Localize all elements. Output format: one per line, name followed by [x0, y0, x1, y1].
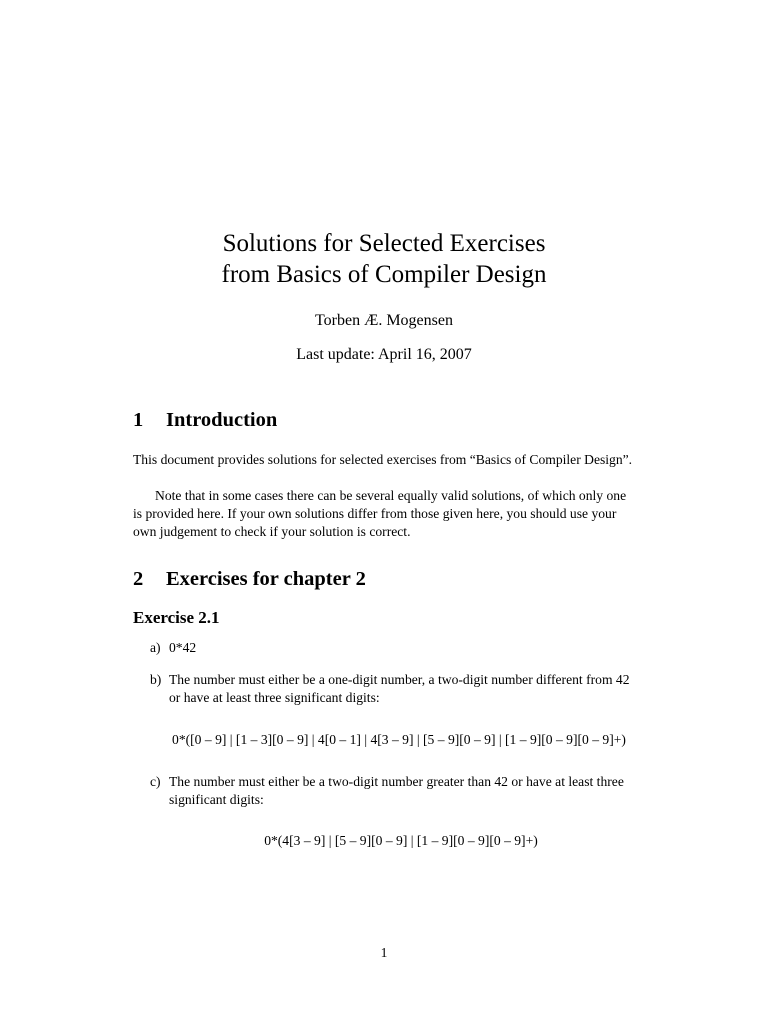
item-label: b)	[150, 672, 162, 687]
section-title: Introduction	[166, 409, 278, 431]
item-label: c)	[150, 774, 161, 789]
item-text: The number must either be a one-digit number, a two-digit number different from 42 or have at least three significant digits:	[169, 672, 630, 705]
subsection-heading-exercise-2-1: Exercise 2.1	[133, 608, 220, 627]
title-line-1: Solutions for Selected Exercises	[222, 230, 546, 257]
page-number: 1	[380, 945, 388, 960]
section-number: 2	[133, 568, 144, 590]
section-heading-introduction	[133, 409, 277, 432]
list-item-a	[150, 639, 637, 657]
last-update-date: Last update: April 16, 2007	[296, 346, 472, 363]
intro-paragraph-1: This document provides solutions for selected exercises from “Basics of Compiler Design”.	[133, 452, 633, 467]
section-heading-exercises-chapter-2	[133, 568, 366, 591]
list-item-b	[150, 671, 637, 707]
intro-paragraph-2: Note that in some cases there can be several equally valid solutions, of which only one is provided here. If your own solutions differ from those given here, you should use your own judgement to check if your solution is correct.	[133, 488, 627, 539]
formula-b: 0*([0 – 9] | [1 – 3][0 – 9] | 4[0 – 1] | 4[3 – 9] | [5 – 9][0 – 9] | [1 – 9][0 – 9][0 – 9]+)	[172, 732, 626, 747]
item-text: The number must either be a two-digit number greater than 42 or have at least three significant digits:	[169, 774, 624, 807]
item-label: a)	[150, 640, 161, 655]
list-item-c	[150, 773, 637, 809]
title-line-2: from Basics of Compiler Design	[221, 261, 547, 288]
section-number: 1	[133, 409, 144, 431]
author: Torben Æ. Mogensen	[315, 312, 453, 329]
document-title	[0, 228, 768, 290]
formula-c: 0*(4[3 – 9] | [5 – 9][0 – 9] | [1 – 9][0 – 9][0 – 9]+)	[264, 833, 538, 848]
item-text: 0*42	[169, 640, 197, 655]
section-title: Exercises for chapter 2	[166, 568, 366, 590]
